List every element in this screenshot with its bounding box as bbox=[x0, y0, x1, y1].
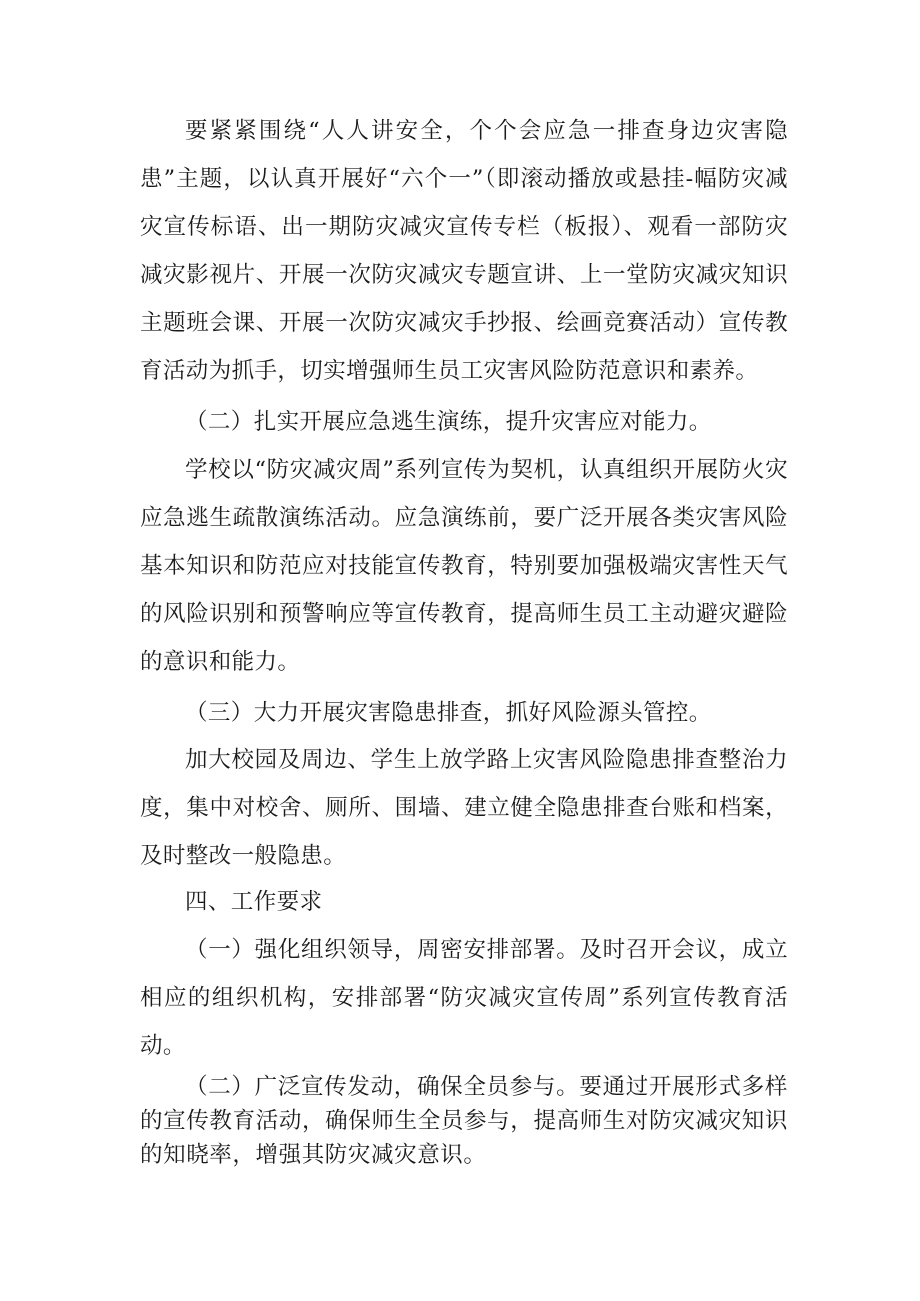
section-heading-work-requirements: 四、工作要求 bbox=[185, 889, 323, 915]
heading-emergency-drill: （二）扎实开展应急逃生演练，提升灾害应对能力。 bbox=[185, 409, 712, 435]
paragraph-publicity-participation: （二）广泛宣传发动，确保全员参与。要通过开展形式多样的宣传教育活动，确保师生全员参与，提高师生对防灾减灾知识的知晓率，增强其防灾减灾意识。 bbox=[140, 1074, 788, 1168]
paragraph-emergency-drill: 学校以“防灾减灾周”系列宣传为契机，认真组织开展防火灾应急逃生疏散演练活动。应急演练前，要广泛开展各类灾害风险基本知识和防范应对技能宣传教育，特别要加强极端灾害性天气的风险识别和预警响应等宣传教育，提高师生员工主动避灾避险的意识和能力。 bbox=[140, 457, 788, 675]
paragraph-six-activities: 要紧紧围绕“人人讲安全，个个会应急一排查身边灾害隐患”主题，以认真开展好“六个一”（即滚动播放或悬挂-幅防灾减灾宣传标语、出一期防灾减灾宣传专栏（板报）、观看一部防灾减灾影视片、开展一次防灾减灾专题宣讲、上一堂防灾减灾知识主题班会课、开展一次防灾减灾手抄报、绘画竞赛活动）宣传教育活动为抓手，切实增强师生员工灾害风险防范意识和素养。 bbox=[140, 118, 788, 384]
heading-hazard-inspection: （三）大力开展灾害隐患排查，抓好风险源头管控。 bbox=[185, 700, 712, 726]
paragraph-hazard-inspection: 加大校园及周边、学生上放学路上灾害风险隐患排查整治力度，集中对校舍、厕所、围墙、建立健全隐患排查台账和档案，及时整改一般隐患。 bbox=[140, 747, 788, 869]
paragraph-organization-leadership: （一）强化组织领导，周密安排部署。及时召开会议，成立相应的组织机构，安排部署“防灾减灾宣传周”系列宣传教育活动。 bbox=[140, 937, 788, 1059]
